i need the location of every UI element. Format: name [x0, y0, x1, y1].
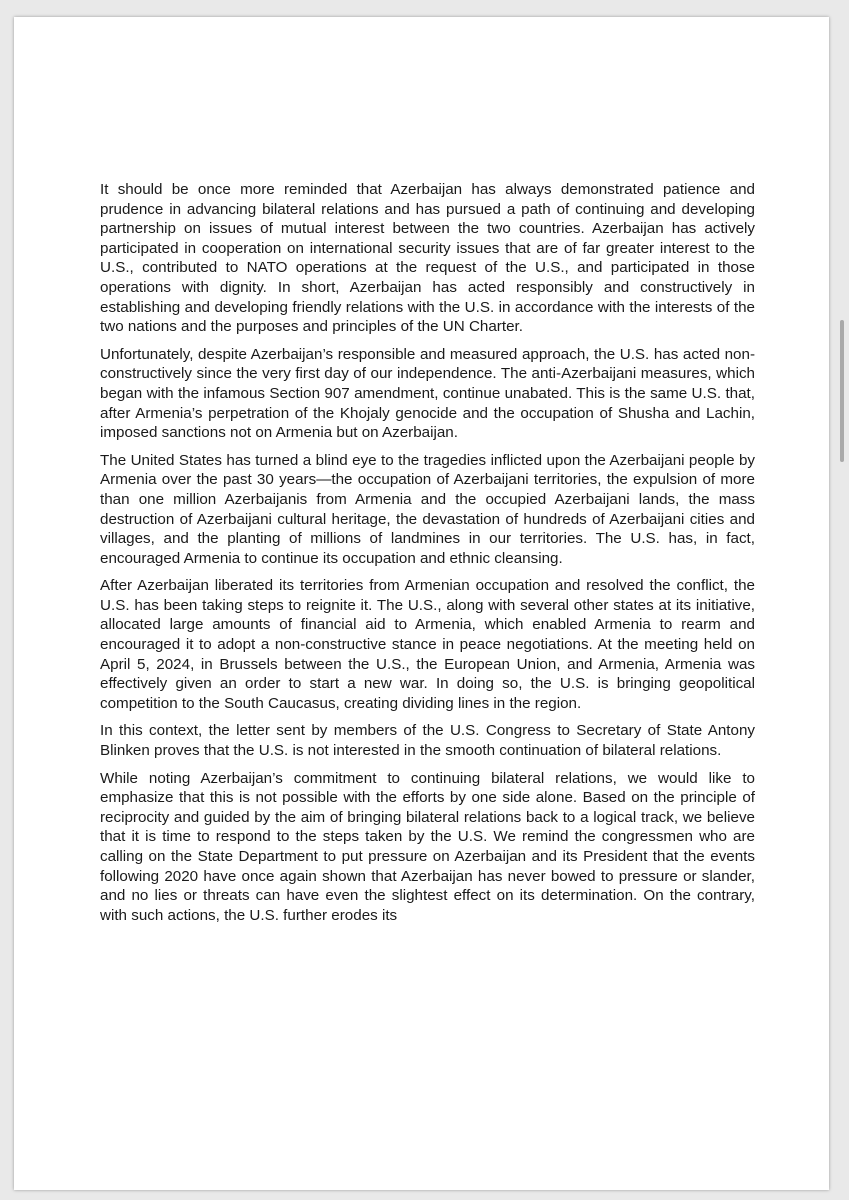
paragraph-1: It should be once more reminded that Azerbaijan has always demonstrated patience and prudence in advancing bilateral relations and has pursued a path of continuing and developing partnership on issues of mutual interest between the two countries. Azerbaijan has actively participated in cooperation on international security issues that are of far greater interest to the U.S., contributed to NATO operations at the request of the U.S., and participated in those operations with dignity. In short, Azerbaijan has acted responsibly and constructively in establishing and developing friendly relations with the U.S. in accordance with the interests of the two nations and the purposes and principles of the UN Charter. [100, 181, 755, 336]
paragraph-3: The United States has turned a blind eye to the tragedies inflicted upon the Azerbaijani people by Armenia over the past 30 years—the occupation of Azerbaijani territories, the expulsion of more than one million Azerbaijanis from Armenia and the occupied Azerbaijani lands, the mass destruction of Azerbaijani cultural heritage, the devastation of hundreds of Azerbaijani cities and villages, and the planting of millions of landmines in our territories. The U.S. has, in fact, encouraged Armenia to continue its occupation and ethnic cleansing. [100, 451, 755, 567]
document-page [14, 17, 829, 1190]
paragraph-6: While noting Azerbaijan’s commitment to continuing bilateral relations, we would like to emphasize that this is not possible with the efforts by one side alone. Based on the principle of reciprocity and guided by the aim of bringing bilateral relations back to a logical track, we believe that it is time to respond to the steps taken by the U.S. We remind the congressmen who are calling on the State Department to put pressure on Azerbaijan and its President that the events following 2020 have once again shown that Azerbaijan has never bowed to pressure or slander, and no lies or threats can have even the slightest effect on its determination. On the contrary, with such actions, the U.S. further erodes its [100, 769, 755, 924]
vertical-scrollbar[interactable] [840, 320, 844, 462]
document-body [100, 180, 755, 933]
paragraph-4: After Azerbaijan liberated its territories from Armenian occupation and resolved the conflict, the U.S. has been taking steps to reignite it. The U.S., along with several other states at its initiative, allocated large amounts of financial aid to Armenia, which enabled Armenia to rearm and encouraged it to adopt a non-constructive stance in peace negotiations. At the meeting held on April 5, 2024, in Brussels between the U.S., the European Union, and Armenia, Armenia was effectively given an order to start a new war. In doing so, the U.S. is bringing geopolitical competition to the South Caucasus, creating dividing lines in the region. [100, 577, 755, 712]
paragraph-2: Unfortunately, despite Azerbaijan’s responsible and measured approach, the U.S. has acted non-constructively since the very first day of our independence. The anti-Azerbaijani measures, which began with the infamous Section 907 amendment, continue unabated. This is the same U.S. that, after Armenia’s perpetration of the Khojaly genocide and the occupation of Shusha and Lachin, imposed sanctions not on Armenia but on Azerbaijan. [100, 345, 755, 442]
paragraph-5: In this context, the letter sent by members of the U.S. Congress to Secretary of State Antony Blinken proves that the U.S. is not interested in the smooth continuation of bilateral relations. [100, 722, 755, 760]
